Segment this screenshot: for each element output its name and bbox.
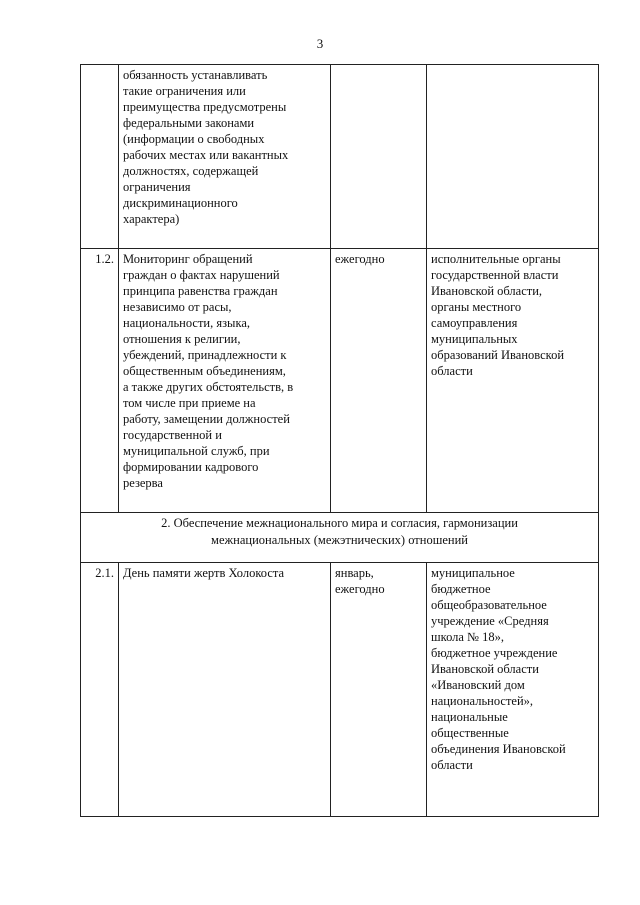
page-number: 3 <box>316 36 324 51</box>
text-line: муниципальных <box>431 332 518 346</box>
section-heading-line: 2. Обеспечение межнационального мира и согласия, гармонизации <box>161 516 518 530</box>
text-line: дискриминационного <box>123 196 238 210</box>
text-line: государственной власти <box>431 268 559 282</box>
text-line: том числе при приеме на <box>123 396 256 410</box>
text-line: школа № 18», <box>431 630 504 644</box>
text-line: формировании кадрового <box>123 460 259 474</box>
item-number-cell: 1.2. <box>81 249 119 513</box>
measure-name-cell <box>119 65 331 249</box>
text-line: принципа равенства граждан <box>123 284 278 298</box>
table-row <box>81 563 599 817</box>
executor-cell <box>427 563 599 817</box>
text-line: рабочих местах или вакантных <box>123 148 289 162</box>
executor-cell <box>427 65 599 249</box>
item-number-cell <box>81 65 119 249</box>
text-line: бюджетное учреждение <box>431 646 558 660</box>
text-line: День памяти жертв Холокоста <box>123 566 285 580</box>
text-line: Мониторинг обращений <box>123 252 253 266</box>
text-line: независимо от расы, <box>123 300 232 314</box>
text-line: национальностей», <box>431 694 534 708</box>
text-line: убеждений, принадлежности к <box>123 348 287 362</box>
text-line: исполнительные органы <box>431 252 561 266</box>
text-line: должностях, содержащей <box>123 164 259 178</box>
text-line: национальности, языка, <box>123 316 250 330</box>
text-line: национальные <box>431 710 508 724</box>
term-cell <box>331 563 427 817</box>
section-heading-line: межнациональных (межэтнических) отношений <box>211 533 468 547</box>
text-line: самоуправления <box>431 316 518 330</box>
text-line: ограничения <box>123 180 191 194</box>
table-row <box>81 65 599 249</box>
text-line: муниципальной служб, при <box>123 444 270 458</box>
text-line: органы местного <box>431 300 522 314</box>
text-line: государственной и <box>123 428 222 442</box>
text-line: ежегодно <box>335 582 385 596</box>
text-line: Ивановской области <box>431 662 539 676</box>
text-line: обязанность устанавливать <box>123 68 268 82</box>
text-line: характера) <box>123 212 180 226</box>
section-heading <box>81 513 599 563</box>
text-line: (информации о свободных <box>123 132 265 146</box>
measure-name-cell <box>119 563 331 817</box>
text-line: общественные <box>431 726 509 740</box>
term-cell <box>331 65 427 249</box>
text-line: бюджетное <box>431 582 491 596</box>
text-line: объединения Ивановской <box>431 742 566 756</box>
text-line: работу, замещении должностей <box>123 412 290 426</box>
text-line: а также других обстоятельств, в <box>123 380 294 394</box>
text-line: граждан о фактах нарушений <box>123 268 280 282</box>
text-line: отношения к религии, <box>123 332 241 346</box>
text-line: общественным объединениям, <box>123 364 286 378</box>
item-number-cell: 2.1. <box>81 563 119 817</box>
text-line: январь, <box>335 566 374 580</box>
text-line: области <box>431 364 473 378</box>
text-line: такие ограничения или <box>123 84 246 98</box>
text-line: резерва <box>123 476 163 490</box>
executor-cell <box>427 249 599 513</box>
text-line: преимущества предусмотрены <box>123 100 287 114</box>
text-line: образований Ивановской <box>431 348 565 362</box>
text-line: общеобразовательное <box>431 598 547 612</box>
term-cell: ежегодно <box>331 249 427 513</box>
table-row <box>81 249 599 513</box>
text-line: муниципальное <box>431 566 515 580</box>
text-line: области <box>431 758 473 772</box>
text-line: Ивановской области, <box>431 284 543 298</box>
text-line: «Ивановский дом <box>431 678 525 692</box>
measures-table <box>80 64 599 817</box>
text-line: федеральными законами <box>123 116 255 130</box>
section-heading-row <box>81 513 599 563</box>
measure-name-cell <box>119 249 331 513</box>
text-line: учреждение «Средняя <box>431 614 549 628</box>
